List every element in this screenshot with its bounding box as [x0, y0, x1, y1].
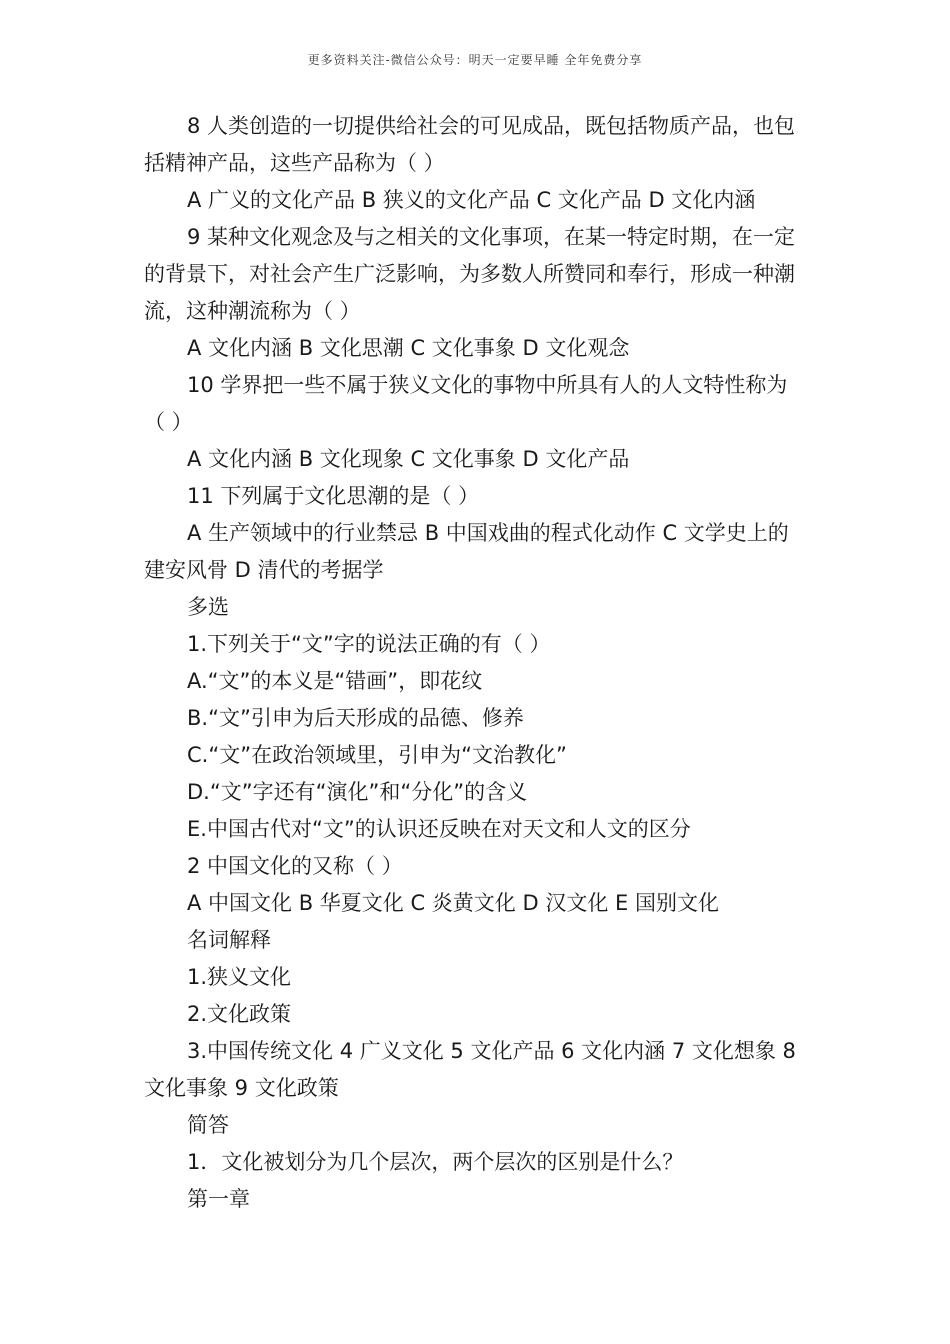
term-items-3-9: 3.中国传统文化 4 广义文化 5 文化产品 6 文化内涵 7 文化想象 8 文化事象 9 文化政策: [144, 1039, 796, 1100]
short-answer-question-1: 1．文化被划分为几个层次，两个层次的区别是什么？: [187, 1150, 684, 1174]
multi-question-1-option-e: E.中国古代对“文”的认识还反映在对天文和人文的区分: [187, 817, 691, 841]
multi-question-2-stem: 2 中国文化的又称（ ）: [187, 854, 403, 878]
question-8-stem: 8 人类创造的一切提供给社会的可见成品，既包括物质产品，也包括精神产品，这些产品称为（ ）: [144, 114, 796, 175]
question-11-options: A 生产领域中的行业禁忌 B 中国戏曲的程式化动作 C 文学史上的建安风骨 D 清代的考据学: [144, 521, 789, 582]
question-9-stem: 9 某种文化观念及与之相关的文化事项，在某一特定时期，在一定的背景下，对社会产生广泛影响，为多数人所赞同和奉行，形成一种潮流，这种潮流称为（ ）: [144, 225, 796, 323]
question-11-stem: 11 下列属于文化思潮的是（ ）: [187, 484, 480, 508]
question-10-stem: 10 学界把一些不属于狭义文化的事物中所具有人的人文特性称为（ ）: [144, 373, 788, 434]
term-item-1: 1.狭义文化: [187, 965, 292, 989]
multi-question-1-option-d: D.“文”字还有“演化”和“分化”的含义: [187, 780, 528, 804]
header-note: 更多资料关注-微信公众号：明天一定要早睡 全年免费分享: [307, 53, 643, 67]
question-9-options: A 文化内涵 B 文化思潮 C 文化事象 D 文化观念: [187, 336, 630, 360]
multi-question-1-option-a: A.“文”的本义是“错画”，即花纹: [187, 669, 483, 693]
section-heading-term-definitions: 名词解释: [187, 928, 271, 952]
multi-question-1-option-c: C.“文”在政治领域里，引申为“文治教化”: [187, 743, 567, 767]
multi-question-1-stem: 1.下列关于“文”字的说法正确的有（ ）: [187, 632, 551, 656]
section-heading-short-answer: 简答: [187, 1113, 229, 1137]
multi-question-2-options: A 中国文化 B 华夏文化 C 炎黄文化 D 汉文化 E 国别文化: [187, 891, 719, 915]
term-item-2: 2.文化政策: [187, 1002, 292, 1026]
multi-question-1-option-b: B.“文”引申为后天形成的品德、修养: [187, 706, 524, 730]
section-heading-multiple-choice: 多选: [187, 595, 229, 619]
question-8-options: A 广义的文化产品 B 狭义的文化产品 C 文化产品 D 文化内涵: [187, 188, 756, 212]
chapter-heading: 第一章: [187, 1187, 250, 1211]
question-10-options: A 文化内涵 B 文化现象 C 文化事象 D 文化产品: [187, 447, 630, 471]
document-body: [144, 108, 808, 1218]
